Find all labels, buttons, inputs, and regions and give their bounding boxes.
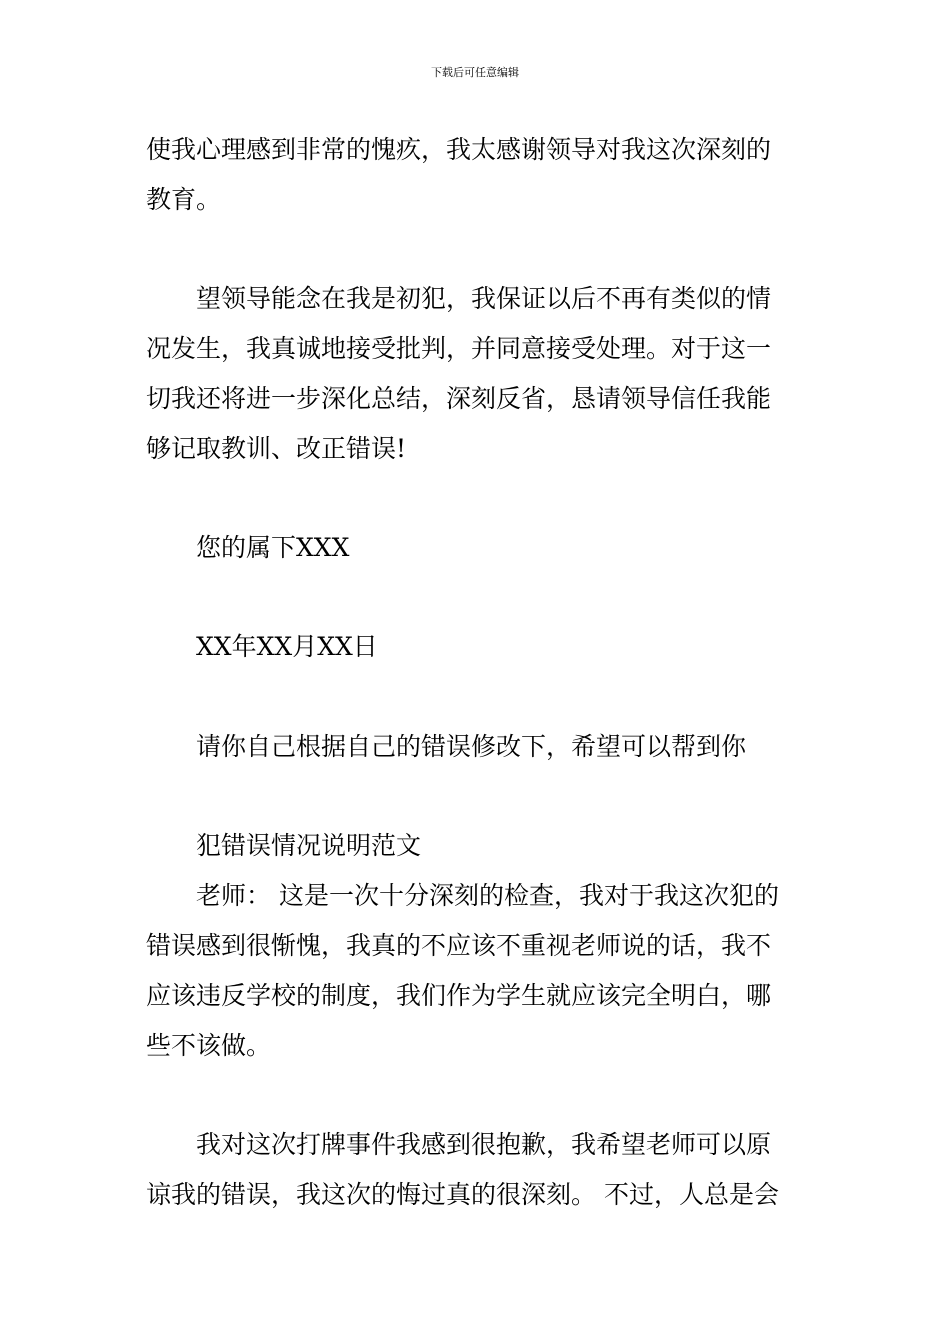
text-line: 教育。 <box>146 185 222 214</box>
text-line: 老师： 这是一次十分深刻的检查，我对于我这次犯的 <box>196 881 779 910</box>
text-line: 切我还将进一步深化总结，深刻反省，恳请领导信任我能 <box>146 384 772 413</box>
text-line: 谅我的错误，我这次的悔过真的很深刻。 不过，人总是会 <box>146 1180 779 1209</box>
text-line: 够记取教训、改正错误! <box>146 434 407 463</box>
text-line: 错误感到很惭愧，我真的不应该不重视老师说的话，我不 <box>146 931 772 960</box>
text-line: 请你自己根据自己的错误修改下，希望可以帮到你 <box>196 732 747 761</box>
page-header: 下载后可任意编辑 <box>431 66 519 79</box>
date-line: XX年XX月XX日 <box>196 632 378 661</box>
text-line: 况发生，我真诚地接受批判，并同意接受处理。对于这一 <box>146 334 772 363</box>
section-title: 犯错误情况说明范文 <box>196 831 422 860</box>
text-line: 应该违反学校的制度，我们作为学生就应该完全明白，哪 <box>146 981 772 1010</box>
text-line: 我对这次打牌事件我感到很抱歉，我希望老师可以原 <box>196 1130 772 1159</box>
text-line: 望领导能念在我是初犯，我保证以后不再有类似的情 <box>196 284 772 313</box>
text-line: 些不该做。 <box>146 1031 272 1060</box>
text-line: 使我心理感到非常的愧疚，我太感谢领导对我这次深刻的 <box>146 135 772 164</box>
signature-line: 您的属下XXX <box>196 533 350 562</box>
